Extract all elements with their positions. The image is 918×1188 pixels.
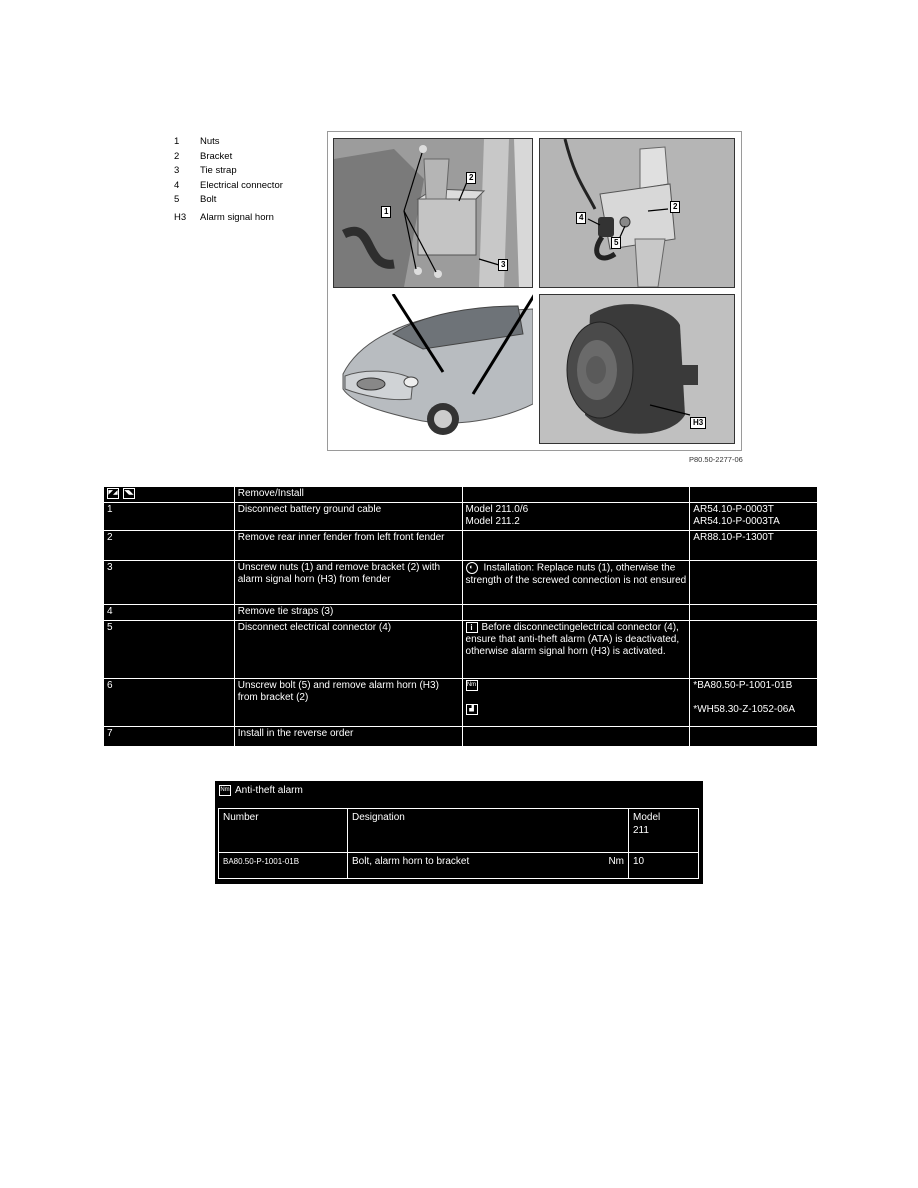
step-notes	[462, 605, 690, 621]
torque-value: 10	[629, 853, 699, 879]
horn-panel	[539, 294, 735, 444]
table-row	[104, 503, 818, 531]
table-row	[104, 561, 818, 605]
fender-detail-panel	[333, 138, 533, 288]
callout-1: 1	[381, 206, 391, 218]
table-row	[104, 679, 818, 727]
special-tool-icon: ▟	[466, 704, 478, 715]
table-row	[104, 531, 818, 561]
note-label: Installation:	[483, 562, 535, 574]
note-text: Replace nuts (1), otherwise the strength of the screwed connection is not ensured	[465, 562, 687, 586]
step-notes	[462, 531, 690, 561]
step-action: Remove tie straps (3)	[234, 605, 462, 621]
torque-values	[218, 808, 699, 879]
step-action: Disconnect electrical connector (4)	[234, 621, 462, 679]
step-action: Install in the reverse order	[234, 727, 462, 747]
column-header-designation: Designation	[348, 809, 629, 853]
step-notes	[462, 561, 690, 605]
legend-number: 2	[174, 150, 180, 162]
installation-figure	[327, 131, 742, 451]
callout-2: 2	[466, 172, 476, 184]
installation-icon: ◐	[466, 562, 478, 574]
callout-2b: 2	[670, 201, 680, 213]
figure-reference: P80.50-2277-06	[689, 455, 743, 464]
torque-designation: Bolt, alarm horn to bracket	[352, 856, 470, 867]
legend-label: Alarm signal horn	[200, 211, 274, 223]
step-number: 7	[104, 727, 235, 747]
callout-5: 5	[611, 237, 621, 249]
remove-icon: ◤◢	[107, 488, 119, 499]
torque-specification-table	[215, 781, 703, 884]
step-reference	[690, 561, 818, 605]
torque-icon: Nm	[466, 680, 478, 691]
step-reference: AR54.10-P-0003T AR54.10-P-0003TA	[690, 503, 818, 531]
torque-title-text: Anti-theft alarm	[235, 785, 303, 797]
torque-number: BA80.50-P-1001-01B	[219, 853, 348, 879]
torque-table-title	[219, 785, 303, 796]
bracket-detail-illustration	[540, 139, 734, 287]
legend-number: 4	[174, 179, 180, 191]
legend-label: Bolt	[200, 194, 217, 206]
torque-icon: Nm	[219, 785, 231, 796]
install-icon: ◥◣	[123, 488, 135, 499]
vehicle-panel	[333, 294, 533, 444]
figure-legend	[174, 135, 283, 226]
step-number: 6	[104, 679, 235, 727]
step-reference	[690, 679, 818, 727]
step-action: Remove rear inner fender from left front fender	[234, 531, 462, 561]
step-notes	[462, 727, 690, 747]
legend-item	[174, 193, 283, 208]
header-title: Remove/Install	[234, 487, 462, 503]
torque-designation-cell	[348, 853, 629, 879]
table-row	[104, 727, 818, 747]
step-number: 4	[104, 605, 235, 621]
info-icon: i	[466, 622, 478, 633]
torque-reference: *BA80.50-P-1001-01B	[693, 680, 793, 692]
tool-reference: *WH58.30-Z-1052-06A	[693, 704, 796, 716]
legend-item	[174, 135, 283, 150]
step-number: 1	[104, 503, 235, 531]
table-header-row	[104, 487, 818, 503]
step-number: 5	[104, 621, 235, 679]
step-notes	[462, 679, 690, 727]
step-reference	[690, 727, 818, 747]
vehicle-illustration	[333, 294, 533, 444]
step-reference	[690, 605, 818, 621]
legend-item	[174, 164, 283, 179]
step-reference	[690, 621, 818, 679]
torque-unit: Nm	[608, 856, 624, 867]
step-reference: AR88.10-P-1300T	[690, 531, 818, 561]
header-icons	[104, 487, 235, 503]
step-action: Disconnect battery ground cable	[234, 503, 462, 531]
legend-label: Nuts	[200, 136, 220, 147]
procedure-table	[103, 486, 818, 747]
step-action: Unscrew bolt (5) and remove alarm horn (H3) from bracket (2)	[234, 679, 462, 727]
legend-number: 1	[174, 136, 180, 147]
legend-item	[174, 179, 283, 194]
callout-4: 4	[576, 212, 586, 224]
bracket-detail-panel	[539, 138, 735, 288]
step-number: 2	[104, 531, 235, 561]
column-header-model: Model 211	[629, 809, 699, 853]
legend-label: Bracket	[200, 150, 233, 162]
step-action: Unscrew nuts (1) and remove bracket (2) with alarm signal horn (H3) from fender	[234, 561, 462, 605]
step-notes: Model 211.0/6 Model 211.2	[462, 503, 690, 531]
legend-item	[174, 211, 283, 226]
torque-header-row	[219, 809, 699, 853]
legend-label: Electrical connector	[200, 179, 283, 191]
column-header-number: Number	[219, 809, 348, 853]
legend-number: 3	[174, 165, 180, 177]
table-row	[104, 621, 818, 679]
table-row	[219, 853, 699, 879]
legend-number: 5	[174, 194, 180, 206]
callout-3: 3	[498, 259, 508, 271]
table-row	[104, 605, 818, 621]
step-notes	[462, 621, 690, 679]
step-number: 3	[104, 561, 235, 605]
legend-label: Tie strap	[200, 165, 237, 177]
legend-number: H3	[174, 211, 187, 223]
legend-item	[174, 150, 283, 165]
callout-h3: H3	[690, 417, 706, 429]
note-text: Before disconnectingelectrical connector (4), ensure that anti-theft alarm (ATA) is deactivated, otherwise alarm signal horn (H3) is activated.	[465, 622, 680, 658]
